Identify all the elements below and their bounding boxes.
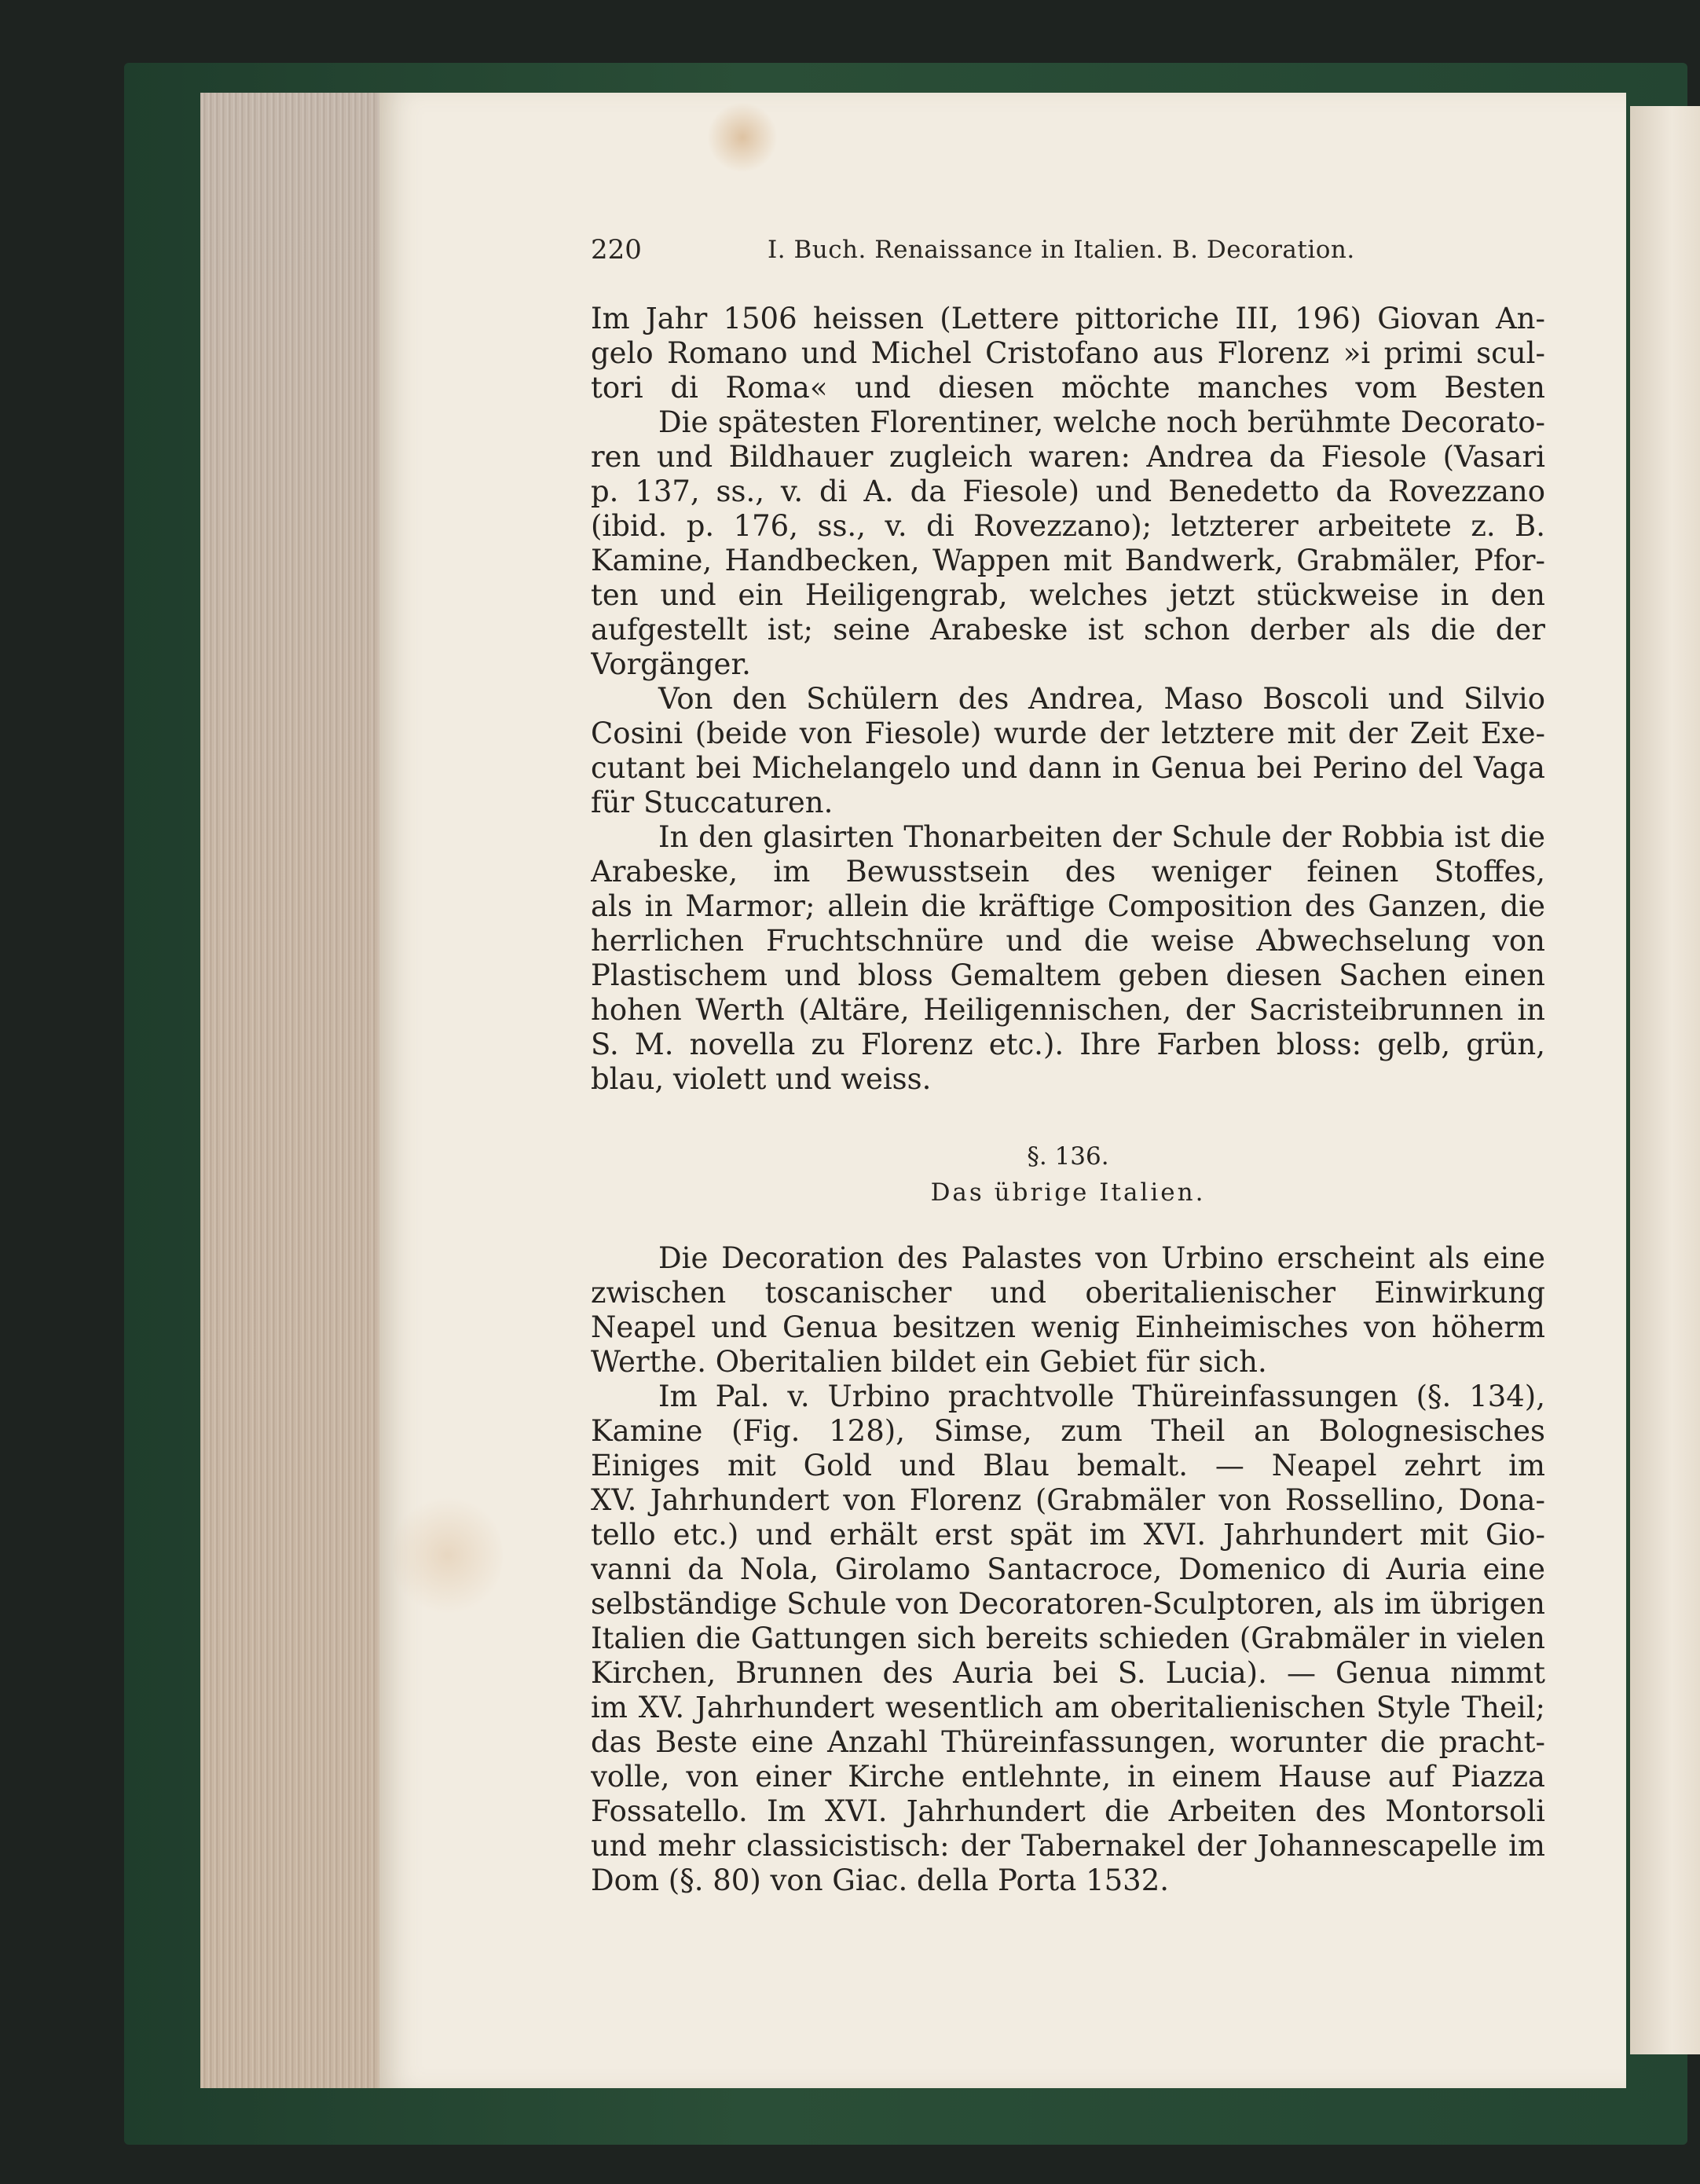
- text-line: Von den Schülern des Andrea, Maso Boscoli und Silvio: [658, 682, 1545, 716]
- text-line: herrlichen Fruchtschnüre und die weise Abwechselung von: [591, 924, 1545, 958]
- text-line: Vorgänger.: [591, 647, 751, 681]
- section-heading: [591, 1139, 1545, 1218]
- text-line: hohen Werth (Altäre, Heiligennischen, der Sacristeibrunnen in: [591, 993, 1545, 1027]
- text-line: (ibid. p. 176, ss., v. di Rovezzano); letzterer arbeitete z. B.: [591, 509, 1545, 543]
- text-line: cutant bei Michelangelo und dann in Genua bei Perino del Vaga: [591, 751, 1545, 785]
- text-line: das Beste eine Anzahl Thüreinfassungen, worunter die pracht-: [591, 1725, 1545, 1759]
- running-title: I. Buch. Renaissance in Italien. B. Decoration.: [768, 236, 1355, 264]
- page-number: 220: [591, 234, 642, 266]
- text-line: Kamine (Fig. 128), Simse, zum Theil an Bolognesisches: [591, 1414, 1545, 1448]
- text-line: Werthe. Oberitalien bildet ein Gebiet für sich.: [591, 1345, 1267, 1379]
- text-line: tori di Roma« und diesen möchte manches vom Besten: [591, 371, 1545, 405]
- section-number: §. 136.: [1027, 1142, 1109, 1171]
- text-line: Italien die Gattungen sich bereits schieden (Grabmäler in vielen: [591, 1622, 1545, 1655]
- text-line: Im Jahr 1506 heissen (Lettere pittoriche III, 196) Giovan An-: [591, 302, 1545, 335]
- stain-top: [707, 102, 778, 173]
- text-line: Neapel und Genua besitzen wenig Einheimisches von höherm: [591, 1310, 1545, 1344]
- text-line: p. 137, ss., v. di A. da Fiesole) und Benedetto da Rovezzano: [591, 475, 1545, 508]
- text-line: S. M. novella zu Florenz etc.). Ihre Farben bloss: gelb, grün,: [591, 1028, 1545, 1061]
- text-block-top: [591, 302, 1545, 1097]
- text-line: selbständige Schule von Decoratoren-Sculptoren, als im übrigen: [591, 1587, 1545, 1621]
- text-line: Im Pal. v. Urbino prachtvolle Thüreinfassungen (§. 134),: [658, 1380, 1545, 1413]
- text-line: volle, von einer Kirche entlehnte, in einem Hause auf Piazza: [591, 1760, 1545, 1794]
- text-line: Arabeske, im Bewusstsein des weniger feinen Stoffes,: [591, 855, 1545, 889]
- text-line: Einiges mit Gold und Blau bemalt. — Neapel zehrt im: [591, 1449, 1545, 1482]
- text-line: aufgestellt ist; seine Arabeske ist schon derber als die der: [591, 613, 1545, 647]
- text-line: Kamine, Handbecken, Wappen mit Bandwerk, Grabmäler, Pfor-: [591, 544, 1545, 577]
- page-edges: [200, 93, 379, 2088]
- text-line: Dom (§. 80) von Giac. della Porta 1532.: [591, 1863, 1170, 1897]
- text-line: für Stuccaturen.: [591, 786, 834, 819]
- text-line: als in Marmor; allein die kräftige Composition des Ganzen, die: [591, 889, 1545, 923]
- text-line: Plastischem und bloss Gemaltem geben diesen Sachen einen: [591, 958, 1545, 992]
- text-line: blau, violett und weiss.: [591, 1062, 932, 1096]
- text-line: Fossatello. Im XVI. Jahrhundert die Arbeiten des Montorsoli: [591, 1794, 1545, 1828]
- text-line: In den glasirten Thonarbeiten der Schule der Robbia ist die: [658, 820, 1545, 854]
- running-header: [591, 234, 1545, 269]
- text-line: und mehr classicistisch: der Tabernakel der Johannescapelle im: [591, 1829, 1545, 1863]
- text-line: tello etc.) und erhält erst spät im XVI. Jahrhundert mit Gio-: [591, 1518, 1545, 1552]
- section-title: Das übrige Italien.: [930, 1178, 1206, 1207]
- text-line: Cosini (beide von Fiesole) wurde der letztere mit der Zeit Exe-: [591, 716, 1545, 750]
- text-block-bottom: [591, 1241, 1545, 1898]
- text-line: vanni da Nola, Girolamo Santacroce, Domenico di Auria eine: [591, 1552, 1545, 1586]
- text-line: im XV. Jahrhundert wesentlich am oberitalienischen Style Theil;: [591, 1691, 1545, 1724]
- text-line: ten und ein Heiligengrab, welches jetzt stückweise in den: [591, 578, 1545, 612]
- text-line: zwischen toscanischer und oberitalienischer Einwirkung: [591, 1276, 1545, 1310]
- text-line: Kirchen, Brunnen des Auria bei S. Lucia). — Genua nimmt: [591, 1656, 1545, 1690]
- text-line: Die spätesten Florentiner, welche noch berühmte Decorato-: [658, 405, 1545, 439]
- text-line: gelo Romano und Michel Cristofano aus Florenz »i primi scul-: [591, 336, 1545, 370]
- text-line: Die Decoration des Palastes von Urbino erscheint als eine: [658, 1241, 1545, 1275]
- stain-left: [393, 1493, 503, 1618]
- text-line: ren und Bildhauer zugleich waren: Andrea da Fiesole (Vasari: [591, 440, 1545, 474]
- text-line: XV. Jahrhundert von Florenz (Grabmäler von Rossellino, Dona-: [591, 1483, 1545, 1517]
- next-page-edge: [1630, 106, 1700, 2054]
